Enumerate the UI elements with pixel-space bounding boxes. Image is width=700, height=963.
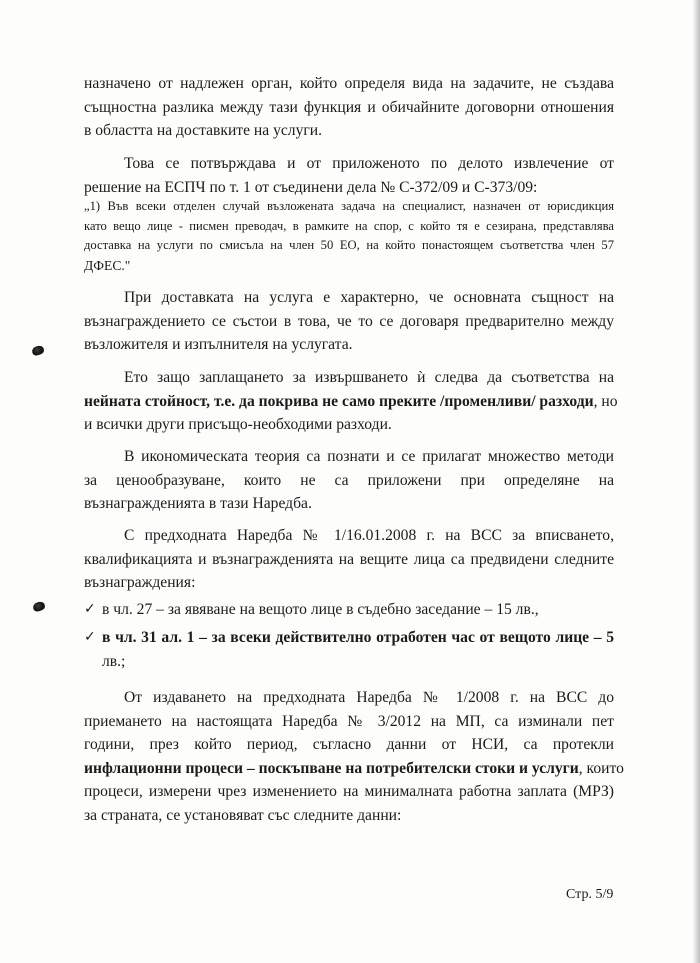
text-line: Ето защо заплащането за извършването ѝ следва да съответства на bbox=[124, 369, 614, 386]
check-mark-icon: ✓ bbox=[84, 601, 96, 617]
text-line: години, през който период, съгласно данни от НСИ, са протекли bbox=[84, 736, 614, 753]
paragraph-7 bbox=[84, 686, 624, 827]
text-line: в чл. 27 – за явяване на вещото лице в съдебно заседание – 15 лв., bbox=[102, 601, 539, 618]
text-line: От издаването на предходната Наредба № 1/2008 г. на ВСС до bbox=[124, 689, 614, 706]
quote-line: ДФЕС." bbox=[84, 257, 131, 273]
punch-hole-mark bbox=[32, 600, 46, 612]
scan-shadow-edge bbox=[692, 0, 700, 963]
text-line: процеси, измерени чрез изменението на минималната работна заплата (МРЗ) bbox=[84, 783, 614, 800]
text-line: за страната, се установяват със следните данни: bbox=[84, 806, 402, 824]
text-line: възнаграждения: bbox=[84, 574, 196, 591]
text-line: в чл. 31 ал. 1 – за всеки действително отработен час от вещото лице – 5 bbox=[102, 629, 614, 646]
text-line: При доставката на услуга е характерно, че основната същност на bbox=[124, 289, 614, 306]
paragraph-1 bbox=[84, 72, 614, 143]
text-line: приемането на настоящата Наредба № 3/2012 на МП, са изминали пет bbox=[84, 712, 614, 730]
text-line: решение на ЕСПЧ по т. 1 от съединени дела № С-372/09 и С-373/09: bbox=[84, 178, 538, 196]
paragraph-5 bbox=[84, 445, 614, 516]
text-line: С предходната Наредба № 1/16.01.2008 г. на ВСС за вписването, bbox=[124, 527, 614, 544]
text-line: за ценообразуване, които не са приложени при определяне на bbox=[84, 471, 614, 489]
text-line: възнагражденията в тази Наредба. bbox=[84, 495, 312, 512]
paragraph-6 bbox=[84, 524, 614, 595]
paragraph-4 bbox=[84, 366, 618, 437]
text-line: инфлационни процеси – поскъпване на потребителски стоки и услуги, които bbox=[84, 759, 624, 777]
text-line: в областта на доставките на услуги. bbox=[84, 122, 323, 139]
page-number: Стр. 5/9 bbox=[566, 887, 614, 902]
checklist-item-2 bbox=[84, 626, 614, 673]
bold-emphasis: инфлационни процеси – поскъпване на потребителски стоки и услуги bbox=[84, 759, 579, 777]
text-line: Това се потвърждава и от приложеното по делото извлечение от bbox=[124, 155, 614, 172]
quote-line: доставка на услуги по смисъла на член 50 ЕО, на който понастоящем съответства член 57 bbox=[84, 238, 614, 252]
text-line: лв.; bbox=[102, 652, 126, 670]
punch-hole-mark bbox=[31, 344, 45, 356]
court-decision-quote bbox=[84, 197, 614, 275]
quote-line: „1) Във всеки отделен случай възложената задача на специалист, назначен от юрисдикция bbox=[84, 199, 614, 213]
paragraph-2 bbox=[84, 152, 614, 199]
text-line: възнаграждението се състои в това, че то се договаря предварително между bbox=[84, 312, 614, 330]
bold-emphasis: нейната стойност, т.е. да покрива не само преките /променливи/ разходи bbox=[84, 392, 594, 410]
text-line: нейната стойност, т.е. да покрива не само преките /променливи/ разходи, но bbox=[84, 392, 618, 410]
text-line: В икономическата теория са познати и се прилагат множество методи bbox=[124, 448, 614, 465]
text-line: и всички други присъщо-необходими разходи. bbox=[84, 416, 392, 433]
checklist-item-1 bbox=[84, 598, 614, 622]
quote-line: като вещо лице - писмен преводач, в рамките на спор, с който тя е сезирана, представлява bbox=[84, 218, 614, 233]
text-line: квалификацията и възнагражденията на вещите лица са предвидени следните bbox=[84, 550, 614, 568]
text-line: възложителя и изпълнителя на услугата. bbox=[84, 336, 353, 353]
paragraph-3 bbox=[84, 286, 614, 357]
check-mark-icon: ✓ bbox=[84, 629, 96, 645]
text-line: назначено от надлежен орган, който определя вида на задачите, не създава bbox=[84, 75, 614, 92]
text-line: същностна разлика между тази функция и обичайните договорни отношения bbox=[84, 98, 614, 116]
